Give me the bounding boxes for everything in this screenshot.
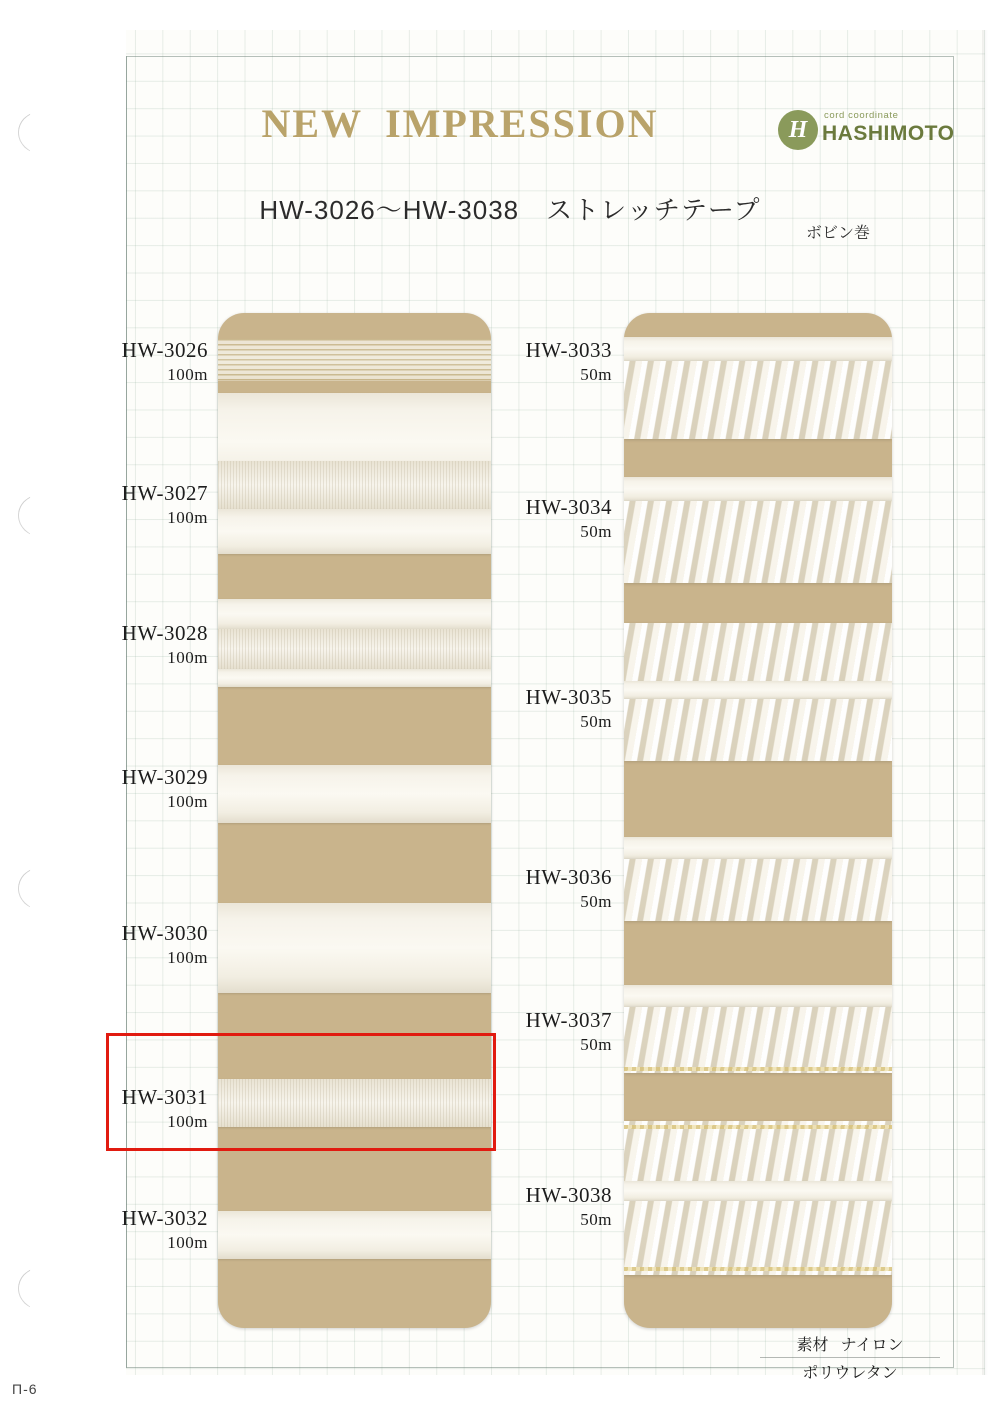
swatch-code: HW-3033 <box>525 338 612 362</box>
swatch-code: HW-3035 <box>525 685 612 709</box>
swatch-hw-3028 <box>218 629 491 669</box>
swatch-length: 100m <box>167 365 208 384</box>
swatch-length: 50m <box>580 1035 612 1054</box>
swatch-hw-3028-upper <box>218 599 491 629</box>
swatch-length: 100m <box>167 508 208 527</box>
swatch-hw-3033 <box>624 361 892 439</box>
swatch-hw-3034 <box>624 501 892 583</box>
swatch-hw-3038 <box>624 1201 892 1275</box>
swatch-hw-3036 <box>624 859 892 921</box>
label-hw-3029 <box>28 765 208 812</box>
swatch-code: HW-3028 <box>121 621 208 645</box>
binder-hole <box>10 1268 54 1312</box>
swatch-code: HW-3034 <box>525 495 612 519</box>
label-hw-3026 <box>28 338 208 385</box>
swatch-length: 50m <box>580 365 612 384</box>
material-label: 素材 <box>796 1337 829 1354</box>
swatch-panel-left <box>218 313 491 1328</box>
swatch-length: 50m <box>580 522 612 541</box>
label-hw-3035 <box>432 685 612 732</box>
swatch-length: 100m <box>167 948 208 967</box>
swatch-hw-3037 <box>624 1007 892 1073</box>
swatch-code: HW-3031 <box>121 1085 208 1109</box>
swatch-hw-3033-band <box>624 337 892 361</box>
swatch-length: 100m <box>167 792 208 811</box>
binder-margin <box>0 0 126 1414</box>
gold-edge-trim <box>624 1067 892 1071</box>
label-hw-3036 <box>432 865 612 912</box>
title-word-new: NEW <box>261 101 364 146</box>
page-subtitle: HW-3026〜HW-3038 ストレッチテープ <box>259 195 761 225</box>
swatch-length: 100m <box>167 648 208 667</box>
swatch-length: 50m <box>580 1210 612 1229</box>
logo-mark-icon: H <box>778 110 818 150</box>
binder-hole <box>10 112 54 156</box>
material-value-2: ポリウレタン <box>802 1365 898 1382</box>
swatch-length: 50m <box>580 892 612 911</box>
logo-tagline: cord coordinate <box>824 110 899 121</box>
swatch-hw-3037-band <box>624 985 892 1007</box>
swatch-length: 100m <box>167 1112 208 1131</box>
swatch-hw-3034-band <box>624 477 892 501</box>
swatch-hw-3035-band <box>624 681 892 699</box>
swatch-code: HW-3032 <box>121 1206 208 1230</box>
swatch-hw-3038-upper <box>624 1121 892 1181</box>
swatch-hw-3030 <box>218 903 491 993</box>
gold-edge-trim <box>624 1125 892 1129</box>
swatch-panel-right <box>624 313 892 1328</box>
label-hw-3034 <box>432 495 612 542</box>
page-title <box>160 100 760 147</box>
label-hw-3027 <box>28 481 208 528</box>
material-value-1: ナイロン <box>840 1337 904 1354</box>
swatch-code: HW-3026 <box>121 338 208 362</box>
swatch-code: HW-3027 <box>121 481 208 505</box>
swatch-hw-3031 <box>218 1079 491 1127</box>
material-note <box>760 1330 940 1385</box>
logo-brand-name: HASHIMOTO <box>822 122 955 145</box>
brand-logo <box>778 104 955 166</box>
title-word-impression: IMPRESSION <box>385 101 659 146</box>
gold-edge-trim <box>624 1267 892 1271</box>
swatch-code: HW-3038 <box>525 1183 612 1207</box>
binder-hole <box>10 868 54 912</box>
label-hw-3032 <box>28 1206 208 1253</box>
swatch-hw-3035 <box>624 699 892 761</box>
label-hw-3033 <box>432 338 612 385</box>
swatch-hw-3036-band <box>624 837 892 859</box>
bobbin-note: ボビン巻 <box>806 225 871 242</box>
swatch-length: 100m <box>167 1233 208 1252</box>
label-hw-3037 <box>432 1008 612 1055</box>
swatch-hw-3029 <box>218 765 491 823</box>
label-hw-3028 <box>28 621 208 668</box>
swatch-length: 50m <box>580 712 612 731</box>
page-number: Π-6 <box>12 1381 38 1397</box>
swatch-hw-3038-band <box>624 1181 892 1201</box>
label-hw-3030 <box>28 921 208 968</box>
label-hw-3031 <box>28 1085 208 1132</box>
swatch-code: HW-3036 <box>525 865 612 889</box>
label-hw-3038 <box>432 1183 612 1230</box>
swatch-code: HW-3037 <box>525 1008 612 1032</box>
swatch-code: HW-3030 <box>121 921 208 945</box>
swatch-hw-3035-upper <box>624 623 892 681</box>
swatch-code: HW-3029 <box>121 765 208 789</box>
